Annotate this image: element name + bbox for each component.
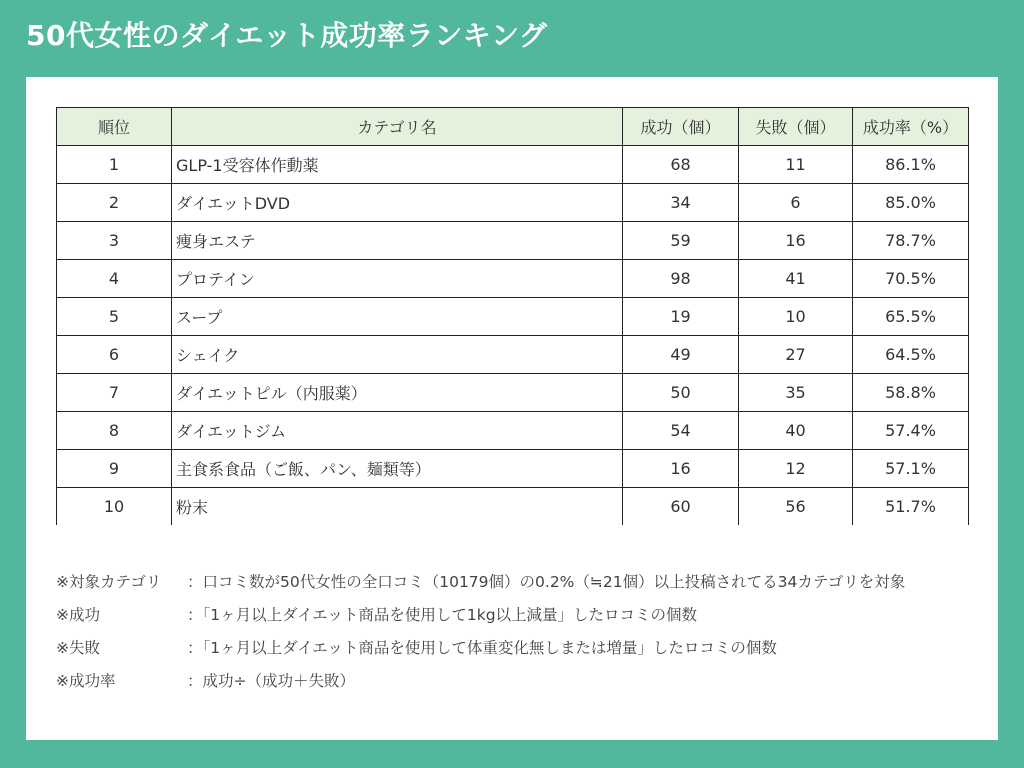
table-row	[57, 184, 969, 222]
footnote-text: ：「1ヶ月以上ダイエット商品を使用して体重変化無しまたは増量」したロコミの個数	[187, 639, 777, 657]
success-count-cell: 34	[623, 184, 739, 222]
failure-count-cell: 41	[739, 260, 853, 298]
failure-count-cell: 10	[739, 298, 853, 336]
rank-cell: 8	[57, 412, 172, 450]
page-title: 50代女性のダイエット成功率ランキング	[26, 19, 548, 52]
rank-cell: 1	[57, 146, 172, 184]
failure-count-cell: 35	[739, 374, 853, 412]
category-cell: ダイエットDVD	[172, 184, 623, 222]
category-cell: シェイク	[172, 336, 623, 374]
footnote-label: ※成功率	[56, 672, 116, 690]
success-count-cell: 49	[623, 336, 739, 374]
success-count-cell: 50	[623, 374, 739, 412]
table-row	[57, 488, 969, 526]
category-cell: スープ	[172, 298, 623, 336]
content-panel	[26, 77, 998, 740]
success-count-cell: 59	[623, 222, 739, 260]
table-row	[57, 450, 969, 488]
rank-cell: 10	[57, 488, 172, 526]
table-row	[57, 222, 969, 260]
failure-count-cell: 6	[739, 184, 853, 222]
footnote	[56, 603, 905, 636]
success-rate-cell: 85.0%	[853, 184, 969, 222]
footnote-text: ：口コミ数が50代女性の全口コミ（10179個）の0.2%（≒21個）以上投稿されてる34カテゴリを対象	[187, 573, 906, 591]
success-count-cell: 16	[623, 450, 739, 488]
success-rate-cell: 78.7%	[853, 222, 969, 260]
success-count-cell: 98	[623, 260, 739, 298]
success-count-cell: 68	[623, 146, 739, 184]
success-rate-cell: 57.1%	[853, 450, 969, 488]
rank-cell: 2	[57, 184, 172, 222]
footnote-label: ※対象カテゴリ	[56, 573, 162, 591]
category-cell: 痩身エステ	[172, 222, 623, 260]
table-row	[57, 298, 969, 336]
table-row	[57, 146, 969, 184]
category-cell: GLP-1受容体作動薬	[172, 146, 623, 184]
category-cell: ダイエットジム	[172, 412, 623, 450]
ranking-table	[56, 107, 969, 525]
footnote	[56, 636, 905, 669]
header-success: 成功（個）	[623, 108, 739, 146]
success-rate-cell: 86.1%	[853, 146, 969, 184]
table-row	[57, 336, 969, 374]
footnote-text: ：成功÷（成功＋失敗）	[187, 672, 355, 690]
header-success-rate: 成功率（%）	[853, 108, 969, 146]
footnote-label: ※成功	[56, 606, 100, 624]
table-row	[57, 260, 969, 298]
category-cell: ダイエットピル（内服薬）	[172, 374, 623, 412]
rank-cell: 5	[57, 298, 172, 336]
success-rate-cell: 58.8%	[853, 374, 969, 412]
table-body	[57, 146, 969, 526]
rank-cell: 7	[57, 374, 172, 412]
failure-count-cell: 12	[739, 450, 853, 488]
success-count-cell: 19	[623, 298, 739, 336]
category-cell: 粉末	[172, 488, 623, 526]
failure-count-cell: 27	[739, 336, 853, 374]
rank-cell: 6	[57, 336, 172, 374]
header-category: カテゴリ名	[172, 108, 623, 146]
footnote-text: ：「1ヶ月以上ダイエット商品を使用して1kg以上減量」したロコミの個数	[187, 606, 698, 624]
table-row	[57, 374, 969, 412]
rank-cell: 3	[57, 222, 172, 260]
header-rank: 順位	[57, 108, 172, 146]
rank-cell: 4	[57, 260, 172, 298]
table-row	[57, 412, 969, 450]
success-rate-cell: 65.5%	[853, 298, 969, 336]
rank-cell: 9	[57, 450, 172, 488]
header-failure: 失敗（個）	[739, 108, 853, 146]
table-header-row	[57, 108, 969, 146]
footnote	[56, 669, 905, 702]
failure-count-cell: 11	[739, 146, 853, 184]
failure-count-cell: 40	[739, 412, 853, 450]
failure-count-cell: 16	[739, 222, 853, 260]
success-rate-cell: 57.4%	[853, 412, 969, 450]
footnotes	[56, 570, 905, 702]
success-rate-cell: 51.7%	[853, 488, 969, 526]
footnote-label: ※失敗	[56, 639, 100, 657]
success-rate-cell: 70.5%	[853, 260, 969, 298]
category-cell: 主食系食品（ご飯、パン、麺類等）	[172, 450, 623, 488]
success-rate-cell: 64.5%	[853, 336, 969, 374]
footnote	[56, 570, 905, 603]
failure-count-cell: 56	[739, 488, 853, 526]
category-cell: プロテイン	[172, 260, 623, 298]
success-count-cell: 60	[623, 488, 739, 526]
success-count-cell: 54	[623, 412, 739, 450]
